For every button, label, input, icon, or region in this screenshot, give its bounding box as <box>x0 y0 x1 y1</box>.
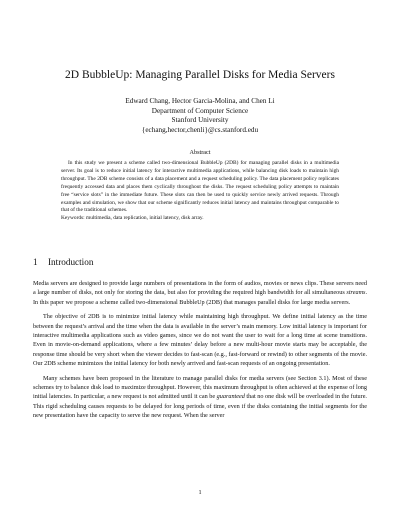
emphasis: guaranteed <box>216 393 245 401</box>
paragraph-text: . In this paper we propose a scheme called two-dimensional BubbleUp (2DB) that manages parallel disks for large media servers. <box>33 289 367 306</box>
paper-title: 2D BubbleUp: Managing Parallel Disks for Media Servers <box>65 69 335 81</box>
paragraph-text: Many schemes have been proposed in the literature to manage parallel disks for media servers (see Section 3.1). Most of these schemes try to balance disk load to maximize throughput. However, this maximum throughput is often achieved at the expense of long initial latencies. In particular, a new request is not admitted until it can be <box>33 374 367 401</box>
abstract <box>61 160 339 223</box>
emphasis: streams <box>346 289 366 297</box>
page-number: 1 <box>198 489 202 496</box>
author-email: {echang,hector,chenli}@cs.stanford.edu <box>141 125 259 134</box>
author-block <box>40 97 360 135</box>
paragraph-text: that no one disk will be overloaded in the future. This rigid scheduling causes requests to be delayed for long periods of time, even if the disks containing the initial segments for the new presentation have the capacity to serve the new request. When the server <box>33 393 367 420</box>
paragraph <box>33 279 367 307</box>
abstract-text: In this study we present a scheme called two-dimensional BubbleUp (2DB) for managing parallel disks in a multimedia server. Its goal is to reduce initial latency for interactive multimedia applications, while balancing disk loads to maintain high throughput. The 2DB scheme consists of a data placement and a request scheduling policy. The data placement policy replicates frequently accessed data and places them cyclically throughout the disks. The request scheduling policy attempts to maintain free “service slots” in the immediate future. These slots can then be used to quickly service newly arrived requests. Through examples and simulation, we show that our scheme significantly reduces initial latency and maintains throughput comparable to that of the traditional schemes. <box>61 160 339 214</box>
author-names: Edward Chang, Hector Garcia-Molina, and Chen Li <box>125 97 275 105</box>
author-university: Stanford University <box>171 116 229 125</box>
paragraph-text: Media servers are designed to provide large numbers of presentations in the form of audios, movies or news clips. These servers need a large number of disks, not only for storing the data, but also for providing the required high bandwidth for all simultaneous <box>33 280 367 297</box>
author-department: Department of Computer Science <box>151 106 249 115</box>
section-number: 1 <box>33 257 38 267</box>
section-heading <box>33 257 93 268</box>
keywords: Keywords: multimedia, data replication, initial latency, disk array. <box>61 215 204 222</box>
abstract-heading: Abstract <box>189 149 211 156</box>
paragraph: The objective of 2DB is to minimize initial latency while maintaining high throughput. We define initial latency as the time between the request’s arrival and the time when the data is available in the server’s main memory. Low initial latency is important for interactive multimedia applications such as video games, since we do not want the user to wait for a long time at scene transitions. Even in movie-on-demand applications, where a few minutes’ delay before a new multi-hour movie starts may be acceptable, the response time should be very short when the viewer decides to fast-scan (e.g., fast-forward or rewind) to other segments of the movie. Our 2DB scheme minimizes the initial latency for both newly arrived and fast-scan requests of an ongoing presentation. <box>33 313 367 368</box>
section-title: Introduction <box>48 257 94 267</box>
paragraph <box>33 374 367 421</box>
section-body <box>33 279 367 426</box>
